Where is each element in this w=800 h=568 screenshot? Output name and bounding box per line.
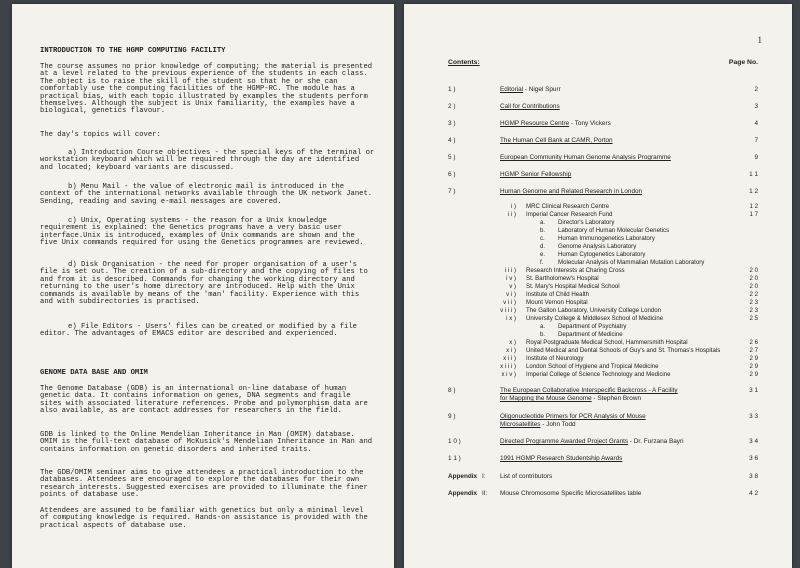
sub-entry-title: The Galton Laboratory, University College London (526, 307, 662, 314)
appendix-number: II: (482, 490, 488, 497)
entry-title (500, 413, 646, 420)
sub-entry-numeral: i i i ) (504, 267, 516, 274)
sub-entry-page: 2 0 (749, 283, 758, 290)
sub-entry-numeral: v i i ) (503, 299, 516, 306)
sub-entry-letter: c. (540, 235, 545, 242)
section-heading: GENOME DATA BASE AND OMIM (40, 369, 148, 377)
entry-title-link: HGMP Resource Centre (500, 120, 570, 127)
sub-entry-title: Institute of Child Health (526, 291, 590, 298)
entry-number: 4 ) (448, 137, 456, 144)
paragraph: The day's topics will cover: (40, 131, 161, 139)
entry-number: 7 ) (448, 188, 456, 195)
sub-entry-numeral: v ) (509, 283, 516, 290)
entry-author: - John Todd (540, 421, 576, 428)
entry-title-link: HGMP Senior Fellowship (500, 171, 572, 178)
entry-title (500, 188, 642, 195)
sub-entry-numeral: i ) (510, 203, 516, 210)
sub-entry-page: 1 2 (749, 203, 758, 210)
sub-entry-title: MRC Clinical Research Centre (526, 203, 609, 210)
entry-number: 8 ) (448, 387, 456, 394)
entry-title-link: for Mapping the Mouse Genome (500, 395, 592, 402)
appendix-label: Appendix (448, 473, 478, 480)
sub-entry-title: Director's Laboratory (558, 219, 615, 226)
sub-entry-numeral: v i i i ) (500, 307, 516, 314)
sub-entry-title: Institute of Neurology (526, 355, 584, 362)
sub-entry-title: Genome Analysis Laboratory (558, 243, 637, 250)
sub-entry-numeral: i i ) (507, 211, 516, 218)
entry-title-link: Editorial (500, 86, 524, 93)
entry-title (500, 421, 576, 428)
sub-entry-page: 2 9 (749, 371, 758, 378)
sub-entry-title: Imperial Cancer Research Fund (526, 211, 613, 218)
sub-entry-title: Human Cytogenetics Laboratory (558, 251, 646, 258)
entry-author: - Dr. Furzana Bayri (628, 438, 684, 445)
sub-entry-page: 2 9 (749, 355, 758, 362)
sub-entry-title: St. Bartholomew's Hospital (526, 275, 599, 282)
entry-title-link: Call for Contributions (500, 103, 560, 110)
sub-entry-page: 2 2 (749, 291, 758, 298)
sub-entry-title: Molecular Analysis of Mammalian Mutation Laboratory (558, 259, 705, 266)
paragraph: The course assumes no prior knowledge of computing; the material is presented at a level related to the previous experience of the students in each class. The object is to raise the skill of the student so that he or she can comfortably use the computing facilities of the HGMP-RC. The module has a practical bias, with each topic illustrated by examples the students perform themselves. Although the subject is Unix familiarity, the examples have a biological, genetics flavour. (40, 63, 373, 116)
entry-title-link: Human Genome and Related Research in London (500, 188, 643, 195)
entry-title (500, 103, 560, 110)
entry-number: 3 ) (448, 120, 456, 127)
sub-entry-numeral: x i v ) (501, 371, 516, 378)
entry-page: 2 (754, 86, 758, 93)
right-page (404, 4, 792, 568)
entry-page: 1 1 (749, 171, 758, 178)
entry-number: 1 ) (448, 86, 456, 93)
sub-entry-page: 2 7 (749, 347, 758, 354)
sub-entry-page: 2 0 (749, 275, 758, 282)
sub-entry-page: 2 6 (749, 339, 758, 346)
entry-title-link: European Community Human Genome Analysis Programme (500, 154, 671, 161)
section-heading: INTRODUCTION TO THE HGMP COMPUTING FACILITY (40, 47, 226, 55)
entry-page: 1 2 (749, 188, 758, 195)
paragraph: The GDB/OMIM seminar aims to give attendees a practical introduction to the databases. Attendees are encouraged to explore the databases for their own research interests. Suggested exercises are provided to illuminate the finer points of database use. (40, 469, 368, 500)
appendix-label: Appendix (448, 490, 478, 497)
entry-number: 6 ) (448, 171, 456, 178)
sub-entry-numeral: x i i ) (503, 355, 516, 362)
sub-entry-page: 1 7 (749, 211, 758, 218)
sub-entry-page: 2 3 (749, 307, 758, 314)
sub-entry-title: Department of Psychiatry (558, 323, 627, 330)
sub-entry-letter: d. (540, 243, 546, 250)
page-no-heading: Page No. (728, 59, 758, 66)
entry-page: 3 3 (749, 413, 758, 420)
sub-entry-numeral: i v ) (506, 275, 516, 282)
entry-title (500, 387, 678, 394)
entry-number: 5 ) (448, 154, 456, 161)
sub-entry-numeral: x i ) (506, 347, 516, 354)
entry-author: - Tony Vickers (569, 120, 611, 127)
sub-entry-title: St. Mary's Hospital Medical School (526, 283, 620, 290)
paragraph: GDB is linked to the Online Mendelian Inheritance in Man (OMIM) database. OMIM is the full-text database of McKusick's Mendelian Inheritance in Man and contains information on genetic disorders and inherited traits. (40, 431, 373, 454)
entry-number: 1 1 ) (448, 455, 461, 462)
entry-number: 2 ) (448, 103, 456, 110)
appendix-title: Mouse Chromosome Specific Microsatellites table (500, 490, 642, 497)
sub-entry-title: United Medical and Dental Schools of Guy's and St. Thomas's Hospitals (526, 347, 721, 354)
paragraph: e) File Editors - Users' files can be created or modified by a file editor. The advantages of EMACS editor are described and experienced. (40, 323, 357, 339)
entry-page: 3 1 (749, 387, 758, 394)
sub-entry-title: Human Immunogenetics Laboratory (558, 235, 655, 242)
entry-page: 7 (754, 137, 758, 144)
entry-title (500, 455, 622, 462)
entry-title-link: Microsatellites (500, 421, 541, 428)
paragraph: Attendees are assumed to be familiar with genetics but only a minimal level of computing knowledge is required. Hands-on assistance is provided with the practical aspects of database use. (40, 507, 368, 530)
sub-entry-letter: f. (540, 259, 544, 266)
entry-title (500, 120, 611, 127)
paragraph: a) Introduction Course objectives - the special keys of the terminal or workstation keyboard which will be required through the day are identified and located; keyboard variants are discussed. (40, 149, 375, 172)
sub-entry-letter: e. (540, 251, 546, 258)
entry-title (500, 137, 613, 144)
sub-entry-title: University College & Middlesex School of Medicine (526, 315, 664, 322)
entry-author: - Stephen Brown (591, 395, 642, 402)
page-number: 1 (757, 35, 762, 45)
sub-entry-letter: a. (540, 219, 546, 226)
sub-entry-title: Imperial College of Science Technology and Medicine (526, 371, 671, 378)
entry-title-link: Directed Programme Awarded Project Grants (500, 438, 629, 445)
sub-entry-numeral: i x ) (506, 315, 516, 322)
entry-page: 9 (754, 154, 758, 161)
entry-title-link: The European Collaborative Interspecific Backcross - A Facility (500, 387, 678, 394)
entry-title (500, 171, 571, 178)
paragraph: c) Unix, Operating systems - the reason for a Unix knowledge requirement is explained: the Genetics programs have a very basic user interface.Unix is introduced, examples of Unix commands are shown and the five Unix commands required for using the Genetics programmes are reviewed. (40, 217, 364, 248)
appendix-page: 3 8 (749, 473, 758, 480)
paragraph: d) Disk Organisation - the need for proper organisation of a user's file is set out. The creation of a sub-directory and the copying of files to and from it is described. Commands for changing the working directory and returning to the user's home directory are introduced. Help with the Unix commands is available by means of the 'man' facility. Experience with this and with subdirectories is practised. (40, 261, 368, 307)
sub-entry-title: Department of Medicine (558, 331, 623, 338)
sub-entry-letter: b. (540, 331, 546, 338)
entry-author: - Nigel Spurr (523, 86, 561, 93)
entry-title (500, 395, 641, 402)
entry-title-link: 1991 HGMP Research Studentship Awards (500, 455, 623, 462)
entry-number: 1 0 ) (448, 438, 461, 445)
entry-title (500, 438, 684, 445)
entry-page: 4 (754, 120, 758, 127)
entry-page: 3 (754, 103, 758, 110)
sub-entry-page: 2 0 (749, 267, 758, 274)
sub-entry-numeral: v i ) (506, 291, 516, 298)
sub-entry-title: London School of Hygiene and Tropical Medicine (526, 363, 659, 370)
sub-entry-numeral: x i i i ) (500, 363, 516, 370)
sub-entry-page: 2 5 (749, 315, 758, 322)
entry-title-link: Oligonucleotide Primers for PCR Analysis of Mouse (500, 413, 646, 420)
entry-page: 3 6 (749, 455, 758, 462)
contents-heading: Contents: (448, 59, 480, 66)
paragraph: The Genome Database (GDB) is an international on-line database of human genetic data. It contains information on genes, DNA segments and fragile sites with associated literature references. Probe and polymorphism data are also available, as are contact addresses for researchers in the field. (40, 385, 368, 416)
sub-entry-title: Research Interests at Charing Cross (526, 267, 625, 274)
sub-entry-title: Mount Vernon Hospital (526, 299, 588, 306)
sub-entry-letter: b. (540, 227, 546, 234)
appendix-number: I: (482, 473, 486, 480)
sub-entry-letter: a. (540, 323, 546, 330)
entry-title (500, 154, 671, 161)
entry-title (500, 86, 561, 93)
entry-number: 9 ) (448, 413, 456, 420)
appendix-page: 4 2 (749, 490, 758, 497)
entry-page: 3 4 (749, 438, 758, 445)
sub-entry-numeral: x ) (509, 339, 516, 346)
sub-entry-page: 2 3 (749, 299, 758, 306)
appendix-title: List of contributors (500, 473, 553, 480)
left-page (12, 4, 394, 568)
sub-entry-title: Royal Postgraduate Medical School, Hammersmith Hospital (526, 339, 688, 346)
sub-entry-title: Laboratory of Human Molecular Genetics (558, 227, 670, 234)
entry-title-link: The Human Cell Bank at CAMR, Porton (500, 137, 613, 144)
paragraph: b) Menu Mail - the value of electronic mail is introduced in the context of the international networks available through the UK network Janet. Sending, reading and saving e-mail messages are covered. (40, 183, 373, 206)
sub-entry-page: 2 9 (749, 363, 758, 370)
